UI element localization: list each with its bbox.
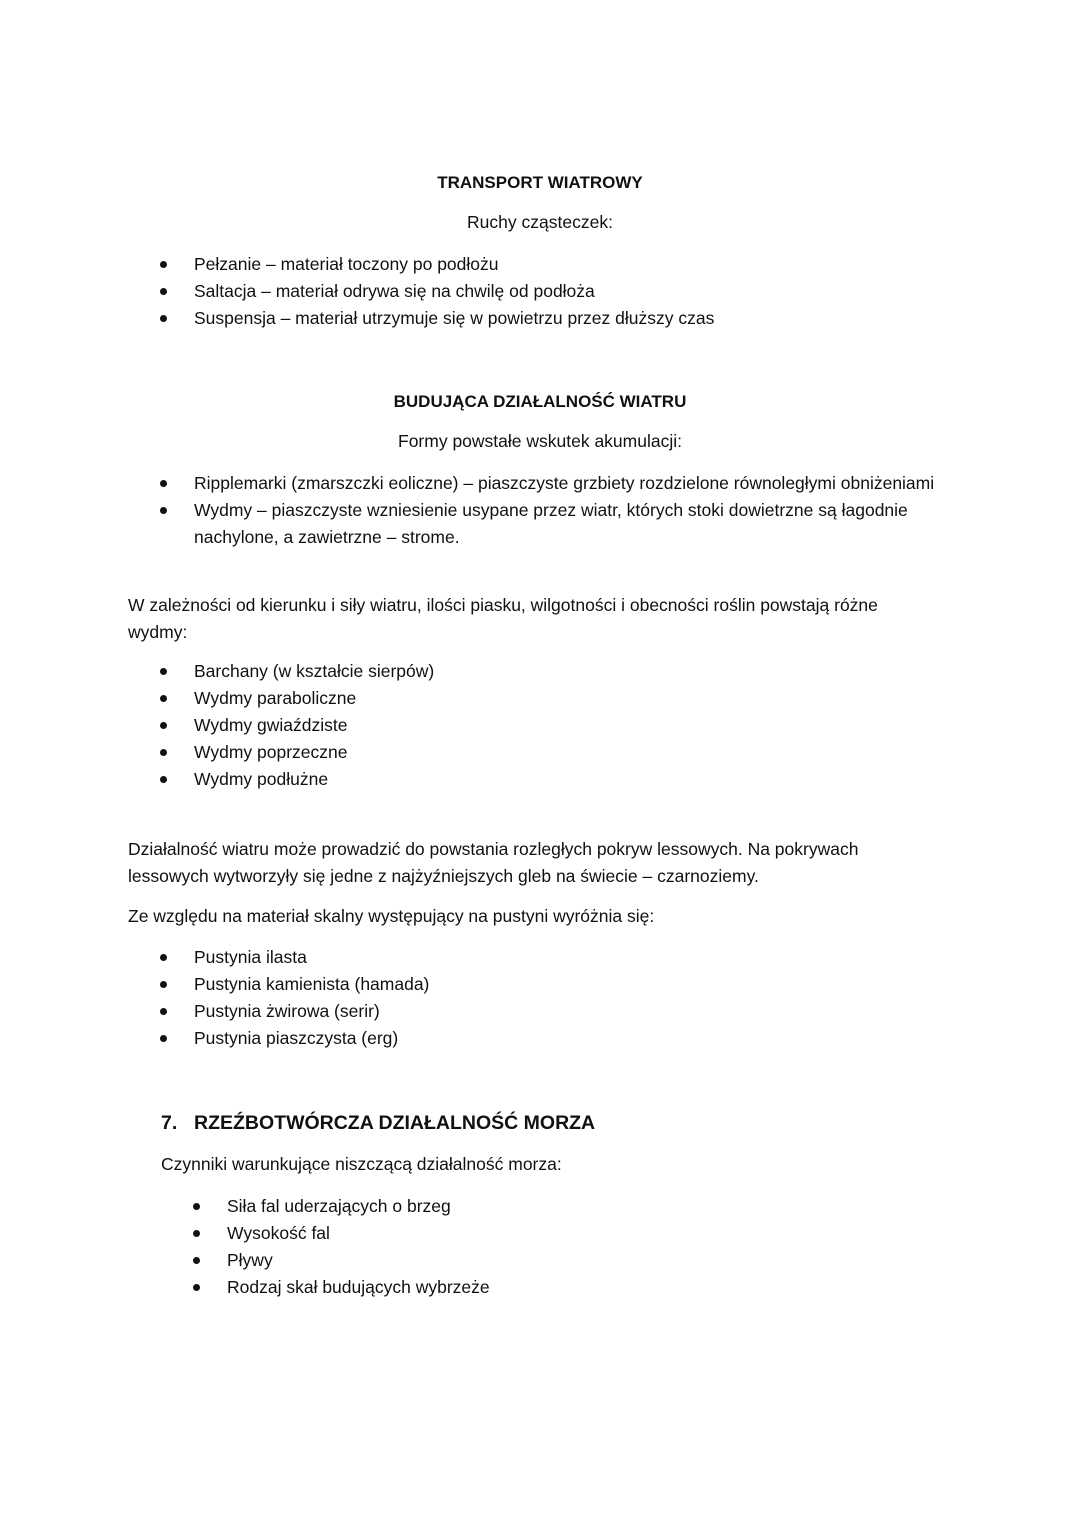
section-title-text: RZEŹBOTWÓRCZA DZIAŁALNOŚĆ MORZA [194, 1112, 596, 1134]
list-item: Barchany (w kształcie sierpów) [160, 658, 860, 685]
sea-factors-list [193, 1193, 893, 1301]
bullet-icon [160, 722, 167, 729]
bullet-icon [193, 1257, 200, 1264]
building-subheading: Formy powstałe wskutek akumulacji: [398, 431, 682, 451]
transport-heading: TRANSPORT WIATROWY [437, 173, 643, 192]
list-item: Wydmy paraboliczne [160, 685, 860, 712]
bullet-icon [160, 749, 167, 756]
bullet-icon [193, 1284, 200, 1291]
list-item: Wydmy – piaszczyste wzniesienie usypane przez wiatr, których stoki dowietrzne są łagodnie nachylone, a zawietrzne – strome. [160, 497, 940, 551]
list-item: Pustynia ilasta [160, 944, 860, 971]
bullet-icon [160, 776, 167, 783]
list-item: Pustynia piaszczysta (erg) [160, 1025, 860, 1052]
accumulation-forms-list [160, 470, 940, 551]
list-item: Wydmy gwiaździste [160, 712, 860, 739]
bullet-icon [160, 288, 167, 295]
list-item: Wysokość fal [193, 1220, 893, 1247]
section-number: 7. [161, 1112, 178, 1134]
list-item: Ripplemarki (zmarszczki eoliczne) – piaszczyste grzbiety rozdzielone równoległymi obniżeniami [160, 470, 940, 497]
desert-intro: Ze względu na materiał skalny występujący na pustyni wyróżnia się: [128, 906, 655, 926]
bullet-icon [160, 507, 167, 514]
desert-types-list [160, 944, 860, 1052]
building-heading: BUDUJĄCA DZIAŁALNOŚĆ WIATRU [393, 392, 687, 411]
sea-section-title [161, 1110, 595, 1137]
transport-list [160, 251, 960, 332]
loess-paragraph: Działalność wiatru może prowadzić do powstania rozległych pokryw lessowych. Na pokrywach lessowych wytworzyły się jedne z najżyźniejszych gleb na świecie – czarnoziemy. [128, 839, 859, 886]
list-item: Pływy [193, 1247, 893, 1274]
list-item: Siła fal uderzających o brzeg [193, 1193, 893, 1220]
dunes-intro: W zależności od kierunku i siły wiatru, ilości piasku, wilgotności i obecności roślin powstają różne wydmy: [128, 595, 878, 642]
bullet-icon [193, 1230, 200, 1237]
list-item: Wydmy podłużne [160, 766, 860, 793]
sea-intro: Czynniki warunkujące niszczącą działalność morza: [161, 1154, 562, 1174]
bullet-icon [160, 954, 167, 961]
list-item: Saltacja – materiał odrywa się na chwilę od podłoża [160, 278, 960, 305]
dune-types-list [160, 658, 860, 793]
list-item: Rodzaj skał budujących wybrzeże [193, 1274, 893, 1301]
list-item: Suspensja – materiał utrzymuje się w powietrzu przez dłuższy czas [160, 305, 960, 332]
bullet-icon [160, 695, 167, 702]
bullet-icon [160, 261, 167, 268]
bullet-icon [160, 1008, 167, 1015]
list-item: Wydmy poprzeczne [160, 739, 860, 766]
bullet-icon [160, 981, 167, 988]
transport-subheading: Ruchy cząsteczek: [467, 212, 613, 232]
bullet-icon [160, 1035, 167, 1042]
list-item: Pustynia kamienista (hamada) [160, 971, 860, 998]
list-item: Pełzanie – materiał toczony po podłożu [160, 251, 960, 278]
list-item: Pustynia żwirowa (serir) [160, 998, 860, 1025]
bullet-icon [160, 315, 167, 322]
bullet-icon [160, 480, 167, 487]
bullet-icon [160, 668, 167, 675]
bullet-icon [193, 1203, 200, 1210]
